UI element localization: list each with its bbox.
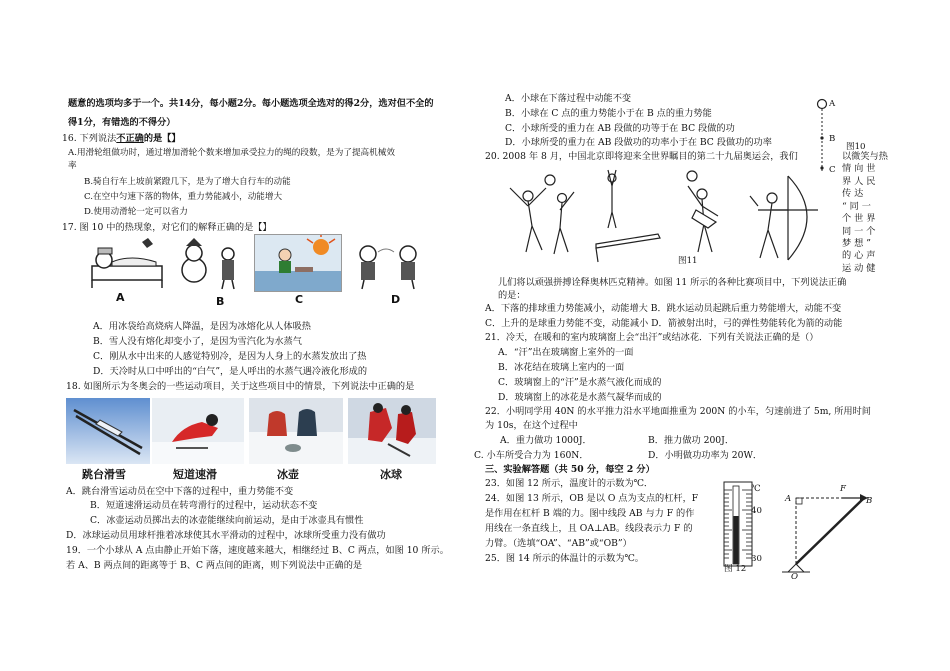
q19-stem-line2: 若 A、B 两点间的距离等于 B、C 两点间的距离，则下列说法中正确的是 <box>66 560 363 571</box>
q17-stem: 17. 图 10 中的热现象，对它们的解释正确的是【】 <box>62 222 272 233</box>
q19-option-d: D．小球所受的重力在 AB 段做功的功率小于在 BC 段做功的功率 <box>505 137 772 148</box>
q21-option-c: C．玻璃窗上的“汗”是水蒸气液化而成的 <box>498 377 662 388</box>
q18-photo-short-track <box>152 398 244 464</box>
q20-options-cd: C．上升的是球重力势能不变，动能减小 D．箭被射出时，弓的弹性势能转化为箭的动能 <box>485 318 843 329</box>
q18-option-d: D．冰球运动员用球杆推着冰球使其水平滑动的过程中，冰球所受重力没有做功 <box>66 530 386 541</box>
q23-stem: 23．如图 12 所示，温度计的示数为℃． <box>485 478 654 489</box>
fig10-point-c: C <box>829 165 836 175</box>
q18-caption-curling: 冰壶 <box>277 468 299 481</box>
q21-option-a: A．“汗”出在玻璃窗上室外的一面 <box>498 347 634 358</box>
q17-option-c: C．刚从水中出来的人感觉特别冷，是因为人身上的水蒸发放出了热 <box>93 351 367 362</box>
fig10-label: 图10 <box>846 142 866 152</box>
lever-point-b: B <box>866 496 873 506</box>
figure-11-sports <box>488 166 836 266</box>
q18-photo-ski-jump <box>66 398 150 464</box>
q17-option-b: B．雪人没有熔化却变小了，是因为雪汽化为水蒸气 <box>93 336 302 347</box>
q21-option-d: D．玻璃窗上的冰花是水蒸气凝华而成的 <box>498 392 662 403</box>
q19-option-a: A．小球在下落过程中动能不变 <box>505 93 632 104</box>
q20-stem-cont1: 儿们将以顽强拼搏诠释奥林匹克精神。如图 11 所示的各种比赛项目中，下列说法正确 <box>498 277 847 288</box>
q17-option-d: D．天冷时从口中呼出的“白气”，是人呼出的水蒸气遇冷液化形成的 <box>93 366 368 377</box>
q17-image-d-breath <box>346 236 430 290</box>
q16-stem: 16. 下列说法不正确的是【】 <box>62 133 181 144</box>
q17-image-c-swimmer <box>254 234 342 292</box>
q18-option-c: C．冰壶运动员掷出去的冰壶能继续向前运动，是由于冰壶具有惯性 <box>90 515 364 526</box>
q18-caption-ski-jump: 跳台滑雪 <box>82 468 126 481</box>
q24-line2: 是作用在杠杆 B 端的力。图中线段 AB 与力 F 的作 <box>485 508 695 519</box>
section-3-title: 三、实验解答题（共 50 分，每空 2 分） <box>485 464 655 475</box>
q16-option-b: B.骑自行车上坡前紧蹬几下，是为了增大自行车的动能 <box>84 177 291 187</box>
section-intro-line1: 题意的选项均多于一个。共14分，每小题2分。每小题选项全选对的得2分，选对但不全的 <box>68 98 434 109</box>
q21-stem: 21．冷天，在暖和的室内玻璃窗上会“出汗”或结冰花．下列有关说法正确的是（） <box>485 332 819 343</box>
figure-13-lever <box>778 482 878 576</box>
q20-options-ab: A．下落的排球重力势能减小，动能增大 B．跳水运动员起跳后重力势能增大，动能不变 <box>485 303 842 314</box>
q21-option-b: B．冰花结在玻璃上室内的一面 <box>498 362 625 373</box>
thermo-tick-40: 40 <box>751 506 762 516</box>
q22-option-a: A．重力做功 1000J． <box>500 435 592 446</box>
q22-option-c: C. 小车所受合力为 160N． <box>474 450 589 461</box>
q22-option-d: D．小明做功功率为 20W． <box>648 450 763 461</box>
q16-option-d: D.使用动滑轮一定可以省力 <box>84 207 188 217</box>
q24-line3: 用线在一条直线上，且 OA⊥AB。线段表示力 F 的 <box>485 523 693 534</box>
q22-stem-line1: 22．小明同学用 40N 的水平推力沿水平地面推重为 200N 的小车，匀速前进了 5m, 所用时间 <box>485 406 871 417</box>
q16-option-a: A.用滑轮组做功时，通过增加滑轮个数来增加承受拉力的绳的段数，是为了提高机械效 <box>68 148 395 158</box>
q25-stem: 25．图 14 所示的体温计的示数为℃。 <box>485 553 644 564</box>
thermo-tick-30: 30 <box>751 554 762 564</box>
q18-stem: 18. 如图所示为冬奥会的一些运动项目，关于这些项目中的情景，下列说法中正确的是 <box>66 381 415 392</box>
q22-stem-line2: 为 10s，在这个过程中 <box>485 420 578 431</box>
fig10-point-a: A <box>829 99 836 109</box>
lever-point-o: O <box>791 572 799 582</box>
lever-point-a: A <box>785 494 792 504</box>
q20-stem-cont2: 的是： <box>498 290 526 301</box>
q17-label-d: D <box>391 293 401 306</box>
q17-option-a: A．用冰袋给高烧病人降温，是因为冰熔化从人体吸热 <box>93 321 311 332</box>
q17-image-b-snowman <box>172 236 248 290</box>
q17-image-a-ice-bag <box>86 236 170 290</box>
q18-option-b: B．短道速滑运动员在转弯滑行的过程中，运动状态不变 <box>90 500 318 511</box>
q16-option-c: C.在空中匀速下落的物体，重力势能减小，动能增大 <box>84 192 283 202</box>
q18-caption-short-track: 短道速滑 <box>173 468 217 481</box>
thermo-unit: ℃ <box>751 484 761 494</box>
q17-label-a: A <box>116 291 125 304</box>
q18-photo-curling <box>249 398 343 464</box>
q18-caption-ice-hockey: 冰球 <box>380 468 402 481</box>
q18-option-a: A．跳台滑雪运动员在空中下落的过程中，重力势能不变 <box>66 486 294 497</box>
fig12-label: 图 12 <box>724 564 747 574</box>
q19-option-c: C．小球所受的重力在 AB 段做的功等于在 BC 段做的功 <box>505 123 735 134</box>
q19-option-b: B．小球在 C 点的重力势能小于在 B 点的重力势能 <box>505 108 712 119</box>
q24-line1: 24．如图 13 所示，OB 是以 O 点为支点的杠杆，F <box>485 493 699 504</box>
section-intro-line2: 得1分，有错选的不得分） <box>68 117 176 128</box>
q20-side-text: 以微笑与热 情 向 世 界 人 民 传 达 “ 同 一 个 世 界 同 一 个 梦 想 ” 的 心 声 运 动 健 <box>842 151 888 274</box>
q22-option-b: B．推力做功 200J． <box>648 435 735 446</box>
q20-stem: 20. 2008 年 8 月，中国北京即将迎来全世界瞩目的第二十九届奥运会，我们 <box>485 151 798 162</box>
q16-option-a-cont: 率 <box>68 161 77 171</box>
q18-photo-ice-hockey <box>348 398 436 464</box>
q19-stem-line1: 19．一个小球从 A 点由静止开始下落，速度越来越大，相继经过 B、C 两点，如图 10 所示。 <box>66 545 449 556</box>
q24-line4: 力臂。（选填“OA”、“AB”或“OB”） <box>485 538 632 549</box>
fig11-label: 图11 <box>678 256 698 266</box>
q17-label-c: C <box>295 293 304 306</box>
q17-label-b: B <box>216 295 225 308</box>
fig10-point-b: B <box>829 134 836 144</box>
lever-force-f: F <box>840 484 846 494</box>
